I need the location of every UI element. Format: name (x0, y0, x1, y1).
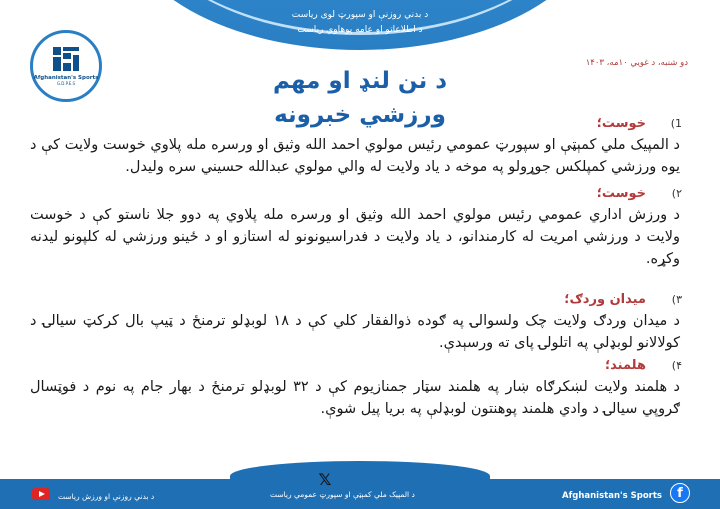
news-item-text: د ورزش اداري عمومي رئیس مولوي احمد الله وثیق او ورسره مله پلاوي په دوو جلا ناستو کې د خوست ولایت د ورزشي امریت له کارمندانو، د یاد ولایت د فدراسیونونو له استازو او د ځینو ورزشي له کلپونو لیدنه وکړه. (30, 207, 680, 267)
header-line-1: د بدني روزنې او سپورټ لوی ریاست (291, 10, 429, 20)
youtube-icon[interactable] (32, 488, 50, 500)
news-item-text: د هلمند ولایت لښکرګاه ښار په هلمند سټار جمنازیوم کې د ۳۲ لوبډلو ترمنځ د بهار جام په نوم د فوټسال ګروپي سیالۍ د وادي هلمند پوهنتون لوبډلې په بریا پیل شوې. (30, 379, 681, 417)
logo-name: Afghanistan's Sports (33, 74, 99, 81)
news-item (30, 290, 690, 354)
news-item-place: میدان وردګ؛ (564, 292, 646, 307)
news-item (30, 184, 690, 270)
youtube-label[interactable]: د بدني روزنې او ورزش ریاست (58, 492, 155, 501)
news-item-place: هلمند؛ (604, 358, 646, 373)
news-item (30, 114, 690, 178)
news-list (30, 114, 690, 420)
news-item-number: ۳) (671, 293, 682, 306)
news-item-number: ۲) (671, 187, 682, 200)
news-item-text: د میدان وردګ ولایت چک ولسوالۍ په ګوده ذوالفقار کلي کې د ۱۸ لوبډلو ترمنځ د ټیپ بال کرکټ سیالۍ د کولالانو لوبډلې په اتلولۍ پای ته ورسېدې. (30, 313, 680, 351)
news-item-text: د المپیک ملي کمېټې او سپورټ عمومي رئیس مولوي احمد الله وثیق او ورسره مله پلاوي خوست ولایت کې د یوه ورزشي کمپلکس جوړولو په موخه د یاد ولایت له والي مولوي عبدالله حسیني سره ولیدل. (30, 137, 680, 175)
news-item-number: 1) (670, 117, 682, 130)
news-item (30, 356, 690, 420)
logo-sub: G.D.P.E.S (56, 80, 76, 86)
news-item-number: ۴) (671, 359, 682, 372)
title-line-2: ورزشي خبرونه (274, 102, 446, 128)
facebook-icon[interactable]: f (670, 483, 690, 503)
news-item-place: خوست؛ (596, 186, 646, 201)
header-text (230, 8, 490, 38)
title-line-1: د نن لنډ او مهم (272, 68, 448, 94)
x-label[interactable]: د المپیک ملي کمېټې او سپورټ عمومي ریاست (270, 490, 415, 499)
x-icon[interactable]: 𝕏 (318, 470, 332, 489)
header-line-2: د اطلاعاتو او عامه پوهاوي ریاست (297, 25, 423, 35)
facebook-label[interactable]: Afghanistan's Sports (561, 491, 662, 501)
date: دو شنبه، د غويي ۱۰مه، ۱۴۰۳ (585, 58, 688, 68)
news-item-place: خوست؛ (596, 116, 646, 131)
